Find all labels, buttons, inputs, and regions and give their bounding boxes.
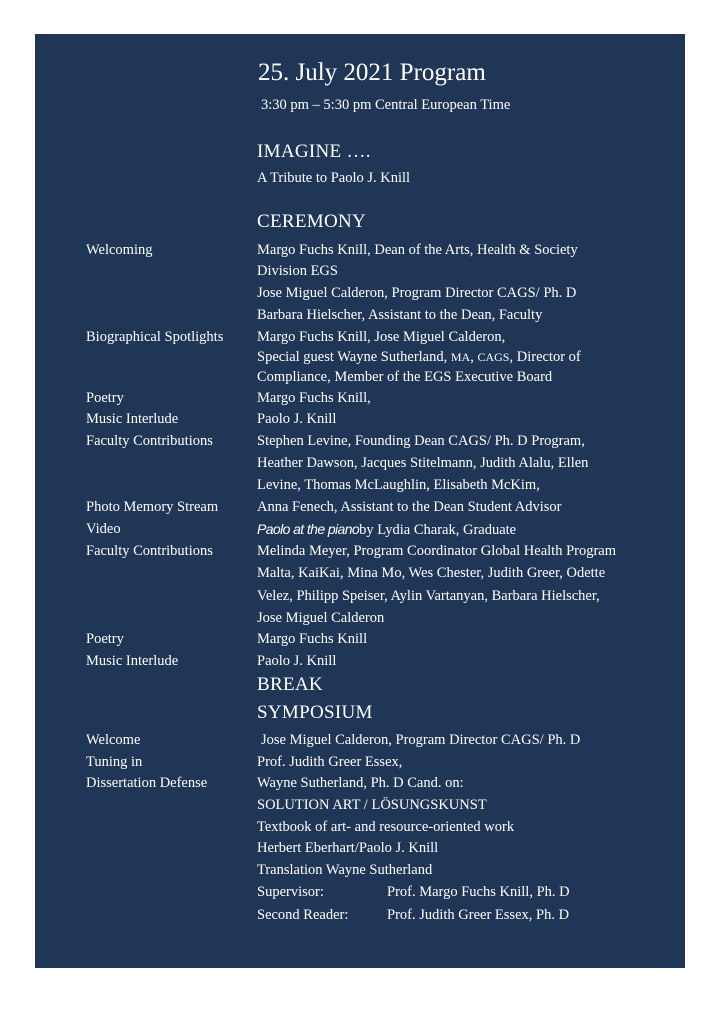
- photo-value: Anna Fenech, Assistant to the Dean Student Advisor: [257, 499, 562, 515]
- video-title: Paolo at the piano: [257, 521, 360, 537]
- degree-ma: MA: [450, 350, 471, 364]
- degree-cags: CAGS: [477, 350, 510, 364]
- program-panel: [35, 34, 685, 968]
- imagine-heading: IMAGINE ….: [257, 141, 371, 162]
- ceremony-heading: CEREMONY: [257, 211, 367, 232]
- faculty-line: Melinda Meyer, Program Coordinator Global Health Program: [257, 543, 617, 559]
- welcoming-line: Jose Miguel Calderon, Program Director CAGS/ Ph. D: [257, 285, 577, 301]
- music-value: Paolo J. Knill: [257, 411, 337, 427]
- reader-label: Second Reader:: [257, 907, 349, 923]
- biographical-role: , Director of: [509, 349, 581, 365]
- faculty-line: Jose Miguel Calderon: [257, 610, 385, 626]
- biographical-line: [257, 349, 581, 366]
- welcoming-line: Margo Fuchs Knill, Dean of the Arts, Health & Society: [257, 242, 578, 258]
- defense-line: Herbert Eberhart/Paolo J. Knill: [257, 840, 439, 856]
- defense-line: Textbook of art- and resource-oriented work: [257, 819, 515, 835]
- video-credit: by Lydia Charak, Graduate: [359, 522, 517, 538]
- poetry-label: Poetry: [86, 390, 124, 406]
- biographical-label: Biographical Spotlights: [86, 329, 224, 345]
- welcome-value: Jose Miguel Calderon, Program Director CAGS/ Ph. D: [261, 732, 581, 748]
- tuning-label: Tuning in: [86, 754, 143, 770]
- welcoming-label: Welcoming: [86, 242, 153, 258]
- faculty-label: Faculty Contributions: [86, 543, 213, 559]
- program-title: 25. July 2021 Program: [258, 59, 486, 86]
- program-time: 3:30 pm – 5:30 pm Central European Time: [261, 97, 511, 113]
- welcoming-line: Barbara Hielscher, Assistant to the Dean, Faculty: [257, 307, 543, 323]
- break-heading: BREAK: [257, 674, 323, 695]
- faculty-line: Heather Dawson, Jacques Stitelmann, Judith Alalu, Ellen: [257, 455, 589, 471]
- biographical-guest: Special guest Wayne Sutherland,: [257, 349, 448, 365]
- defense-line: Translation Wayne Sutherland: [257, 862, 433, 878]
- biographical-line: Margo Fuchs Knill, Jose Miguel Calderon,: [257, 329, 506, 345]
- music-value: Paolo J. Knill: [257, 653, 337, 669]
- tribute-subtitle: A Tribute to Paolo J. Knill: [257, 170, 411, 186]
- biographical-line: Compliance, Member of the EGS Executive Board: [257, 369, 553, 385]
- supervisor-value: Prof. Margo Fuchs Knill, Ph. D: [387, 884, 570, 900]
- welcome-label: Welcome: [86, 732, 141, 748]
- defense-label: Dissertation Defense: [86, 775, 208, 791]
- defense-line: SOLUTION ART / LÖSUNGSKUNST: [257, 797, 487, 813]
- photo-label: Photo Memory Stream: [86, 499, 219, 515]
- video-label: Video: [86, 521, 121, 537]
- reader-value: Prof. Judith Greer Essex, Ph. D: [387, 907, 570, 923]
- supervisor-label: Supervisor:: [257, 884, 324, 900]
- defense-line: Wayne Sutherland, Ph. D Cand. on:: [257, 775, 464, 791]
- poetry-value: Margo Fuchs Knill,: [257, 390, 371, 406]
- poetry-value: Margo Fuchs Knill: [257, 631, 368, 647]
- faculty-line: Stephen Levine, Founding Dean CAGS/ Ph. D Program,: [257, 433, 585, 449]
- music-label: Music Interlude: [86, 411, 179, 427]
- faculty-line: Malta, KaiKai, Mina Mo, Wes Chester, Judith Greer, Odette: [257, 565, 606, 581]
- faculty-label: Faculty Contributions: [86, 433, 213, 449]
- symposium-heading: SYMPOSIUM: [257, 702, 373, 723]
- tuning-value: Prof. Judith Greer Essex,: [257, 754, 403, 770]
- video-value: [257, 521, 516, 539]
- faculty-line: Velez, Philipp Speiser, Aylin Vartanyan, Barbara Hielscher,: [257, 588, 600, 604]
- faculty-line: Levine, Thomas McLaughlin, Elisabeth McKim,: [257, 477, 540, 493]
- poetry-label: Poetry: [86, 631, 124, 647]
- degree-comma: ,: [470, 349, 474, 365]
- welcoming-line: Division EGS: [257, 263, 338, 279]
- music-label: Music Interlude: [86, 653, 179, 669]
